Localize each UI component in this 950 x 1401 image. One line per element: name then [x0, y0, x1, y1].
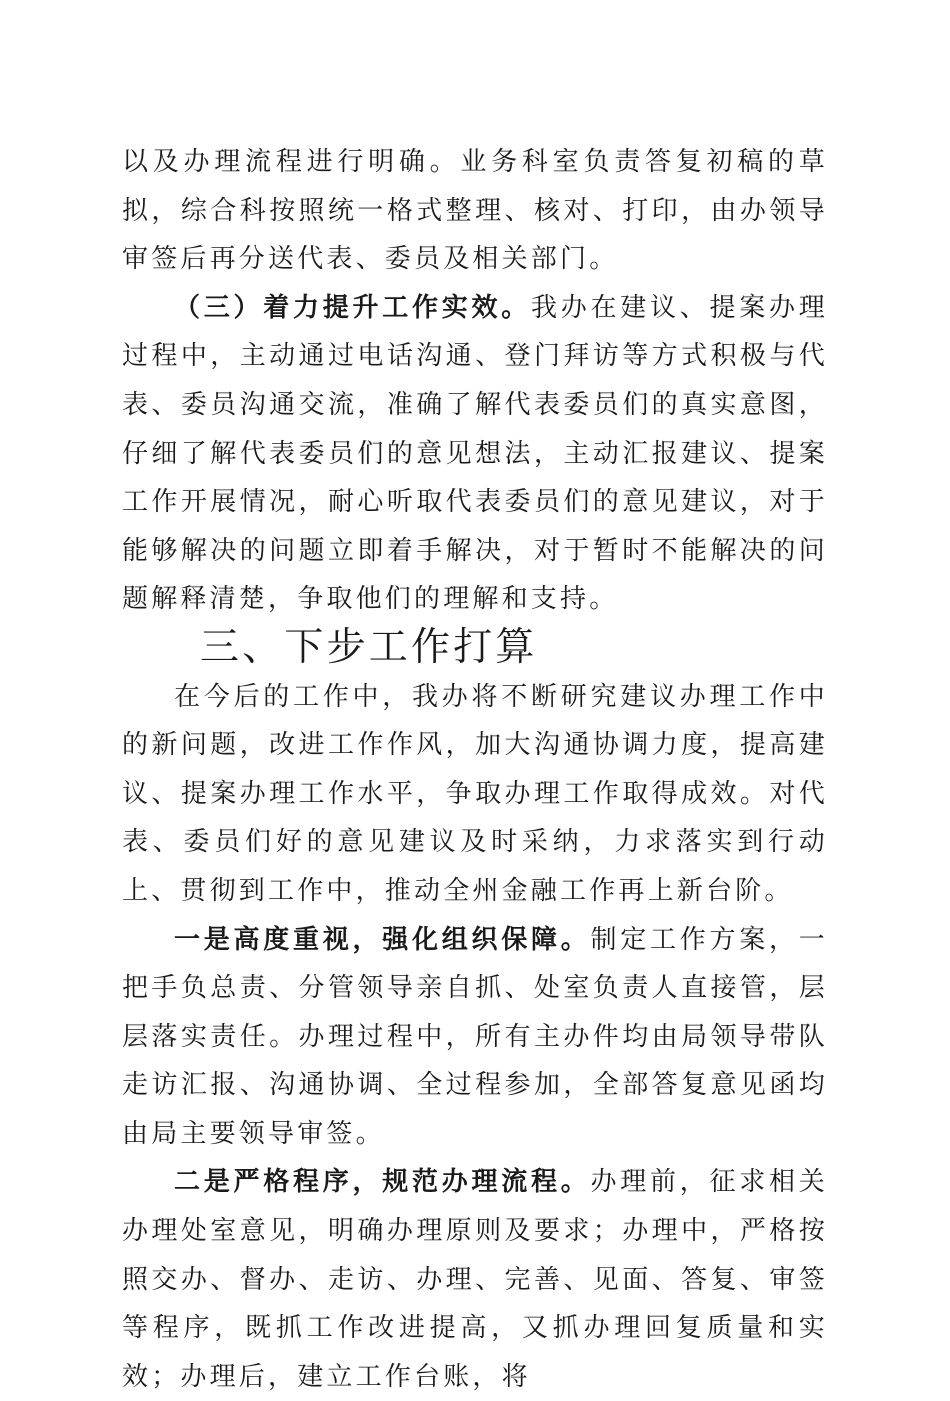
paragraph-text: 制定工作方案，一把手负总责、分管领导亲自抓、处室负责人直接管，层层落实责任。办理过程中，所有主办件均由局领导带队走访汇报、沟通协调、全过程参加，全部答复意见函均由局主要领导审签。 — [122, 924, 828, 1149]
paragraph-text: 在今后的工作中，我办将不断研究建议办理工作中的新问题，改进工作作风，加大沟通协调力度，提高建议、提案办理工作水平，争取办理工作取得成效。对代表、委员们好的意见建议及时采纳，力求落实到行动上、贯彻到工作中，推动全州金融工作再上新台阶。 — [122, 681, 828, 906]
paragraph-work-effectiveness — [122, 284, 828, 624]
paragraph-lead: （三）着力提升工作实效。 — [174, 292, 532, 323]
paragraph-point-one — [122, 916, 828, 1159]
paragraph-text: 我办在建议、提案办理过程中，主动通过电话沟通、登门拜访等方式积极与代表、委员沟通交流，准确了解代表委员们的真实意图，仔细了解代表委员们的意见想法，主动汇报建议、提案工作开展情况，耐心听取代表委员们的意见建议，对于能够解决的问题立即着手解决，对于暂时不能解决的问题解释清楚，争取他们的理解和支持。 — [122, 292, 828, 615]
paragraph-text: 以及办理流程进行明确。业务科室负责答复初稿的草拟，综合科按照统一格式整理、核对、打印，由办领导审签后再分送代表、委员及相关部门。 — [122, 147, 828, 275]
paragraph-text: 办理前，征求相关办理处室意见，明确办理原则及要求；办理中，严格按照交办、督办、走访、办理、完善、见面、答复、审签等程序，既抓工作改进提高，又抓办理回复质量和实效；办理后，建立工作台账，将 — [122, 1167, 828, 1392]
section-heading-next-steps: 三、下步工作打算 — [200, 624, 538, 670]
paragraph-point-two — [122, 1158, 828, 1401]
paragraph-lead: 一是高度重视，强化组织保障。 — [174, 924, 591, 955]
paragraph-lead: 二是严格程序，规范办理流程。 — [174, 1167, 591, 1198]
document-body — [122, 138, 828, 1401]
paragraph-future-work — [122, 673, 828, 916]
paragraph-continuation — [122, 138, 828, 284]
